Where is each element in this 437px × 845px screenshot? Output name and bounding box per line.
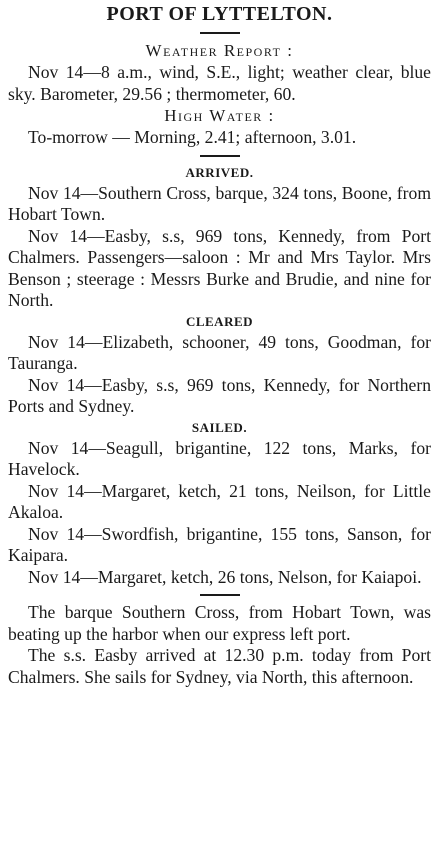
arrived-entry: Nov 14—Easby, s.s, 969 tons, Kennedy, from Port Chalmers. Passengers—saloon : Mr and Mrs Taylor. Mrs Benson ; steerage : Messrs Burke and Brudie, and nine for North. (8, 225, 431, 310)
title-rule (200, 32, 240, 34)
high-water-text: To-morrow — Morning, 2.41; afternoon, 3.01. (28, 127, 357, 147)
news-note: The s.s. Easby arrived at 12.30 p.m. today from Port Chalmers. She sails for Sydney, via North, this afternoon. (8, 645, 431, 687)
column-title: PORT OF LYTTELTON. (106, 3, 333, 25)
weather-heading: Weather Report : (145, 41, 294, 60)
section-rule-2 (200, 594, 240, 596)
cleared-entry: Nov 14—Easby, s.s, 969 tons, Kennedy, for Northern Ports and Sydney. (8, 374, 431, 416)
cleared-entry: Nov 14—Elizabeth, schooner, 49 tons, Goodman, for Tauranga. (8, 331, 431, 373)
sailed-entry: Nov 14—Margaret, ketch, 21 tons, Neilson, for Little Akaloa. (8, 480, 431, 522)
arrived-heading: ARRIVED. (185, 164, 254, 180)
cleared-heading: CLEARED (185, 313, 254, 329)
section-rule-1 (200, 155, 240, 157)
sailed-entry: Nov 14—Seagull, brigantine, 122 tons, Marks, for Havelock. (8, 437, 431, 479)
weather-text: Nov 14—8 a.m., wind, S.E., light; weather clear, blue sky. Barometer, 29.56 ; thermometer, 60. (8, 62, 431, 104)
high-water-heading: High Water : (164, 106, 275, 125)
arrived-entry: Nov 14—Southern Cross, barque, 324 tons, Boone, from Hobart Town. (8, 182, 431, 224)
sailed-entry: Nov 14—Margaret, ketch, 26 tons, Nelson, for Kaiapoi. (28, 566, 422, 587)
sailed-entry: Nov 14—Swordfish, brigantine, 155 tons, Sanson, for Kaipara. (8, 523, 431, 565)
news-note: The barque Southern Cross, from Hobart Town, was beating up the harbor when our express left port. (8, 602, 431, 644)
newspaper-column (0, 2, 437, 845)
sailed-heading: SAILED. (191, 419, 248, 435)
